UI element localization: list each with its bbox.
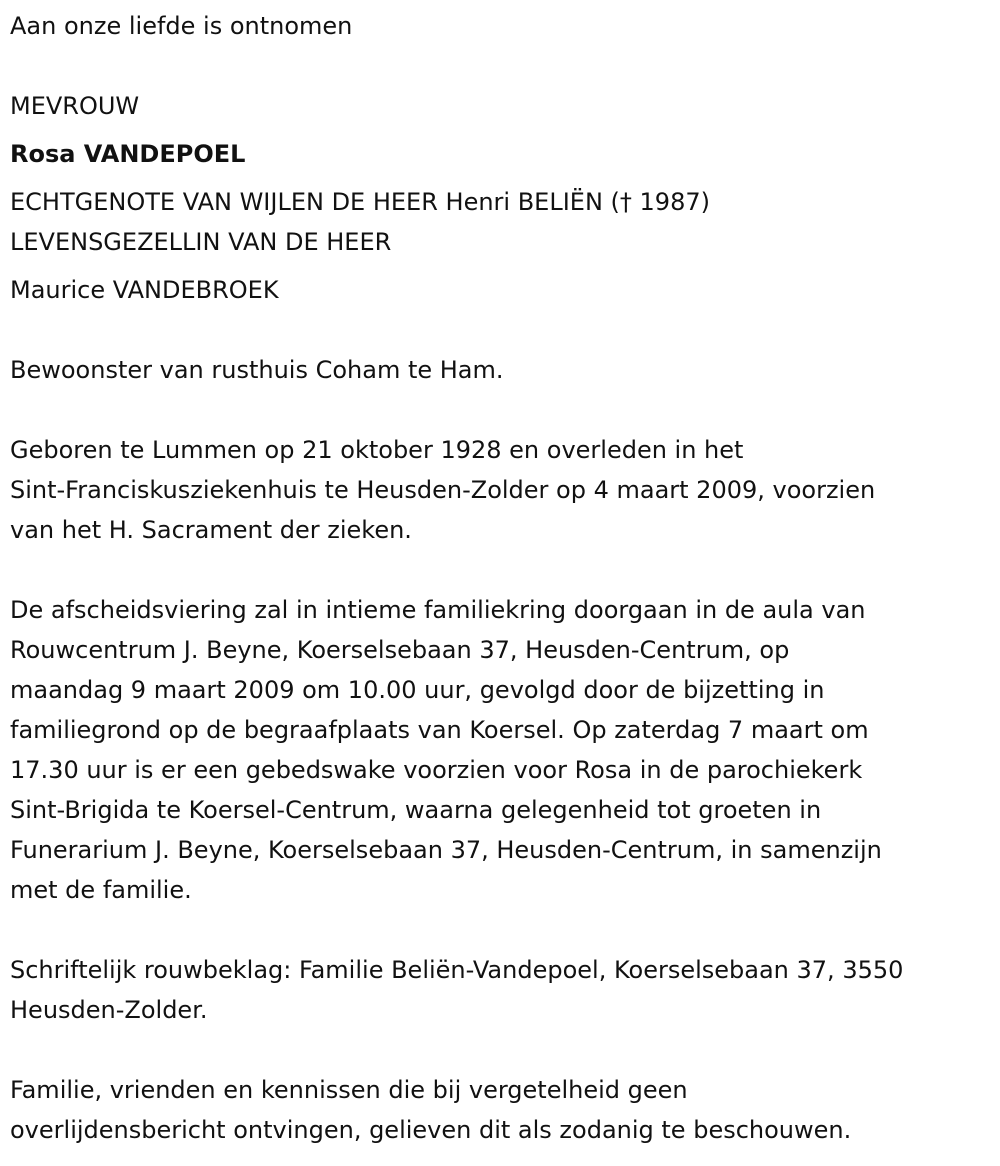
- paragraph-line: maandag 9 maart 2009 om 10.00 uur, gevolgd door de bijzetting in: [10, 676, 825, 704]
- paragraph-line: met de familie.: [10, 876, 192, 904]
- paragraph-line: Sint-Brigida te Koersel-Centrum, waarna gelegenheid tot groeten in: [10, 796, 822, 824]
- paragraph-line: Heusden-Zolder.: [10, 996, 208, 1024]
- paragraph-line: van het H. Sacrament der zieken.: [10, 516, 412, 544]
- honorific-title: MEVROUW: [10, 92, 140, 120]
- paragraph-line: De afscheidsviering zal in intieme familiekring doorgaan in de aula van: [10, 596, 866, 624]
- spouse-line-suffix: 1987): [631, 188, 710, 216]
- paragraph-line: Funerarium J. Beyne, Koerselsebaan 37, Heusden-Centrum, in samenzijn: [10, 836, 882, 864]
- spouse-line-prefix: ECHTGENOTE VAN WIJLEN DE HEER Henri BELIËN (: [10, 188, 620, 216]
- partner-line: LEVENSGEZELLIN VAN DE HEER: [10, 228, 392, 256]
- paragraph-line: familiegrond op de begraafplaats van Koersel. Op zaterdag 7 maart om: [10, 716, 869, 744]
- paragraph-line: Schriftelijk rouwbeklag: Familie Beliën-Vandepoel, Koerselsebaan 37, 3550: [10, 956, 904, 984]
- paragraph-line: 17.30 uur is er een gebedswake voorzien voor Rosa in de parochiekerk: [10, 756, 863, 784]
- intro-text: Aan onze liefde is ontnomen: [10, 12, 353, 40]
- spouse-line: [10, 182, 710, 222]
- paragraph-line: Geboren te Lummen op 21 oktober 1928 en overleden in het: [10, 436, 744, 464]
- paragraph-line: Rouwcentrum J. Beyne, Koerselsebaan 37, Heusden-Centrum, op: [10, 636, 790, 664]
- paragraph-line: overlijdensbericht ontvingen, gelieven dit als zodanig te beschouwen.: [10, 1116, 852, 1144]
- partner-name: Maurice VANDEBROEK: [10, 276, 279, 304]
- residence-text: Bewoonster van rusthuis Coham te Ham.: [10, 356, 504, 384]
- deceased-name: Rosa VANDEPOEL: [10, 140, 246, 168]
- paragraph-line: Sint-Franciskusziekenhuis te Heusden-Zolder op 4 maart 2009, voorzien: [10, 476, 876, 504]
- paragraph-line: Familie, vrienden en kennissen die bij vergetelheid geen: [10, 1076, 688, 1104]
- cross-icon: †: [619, 188, 632, 216]
